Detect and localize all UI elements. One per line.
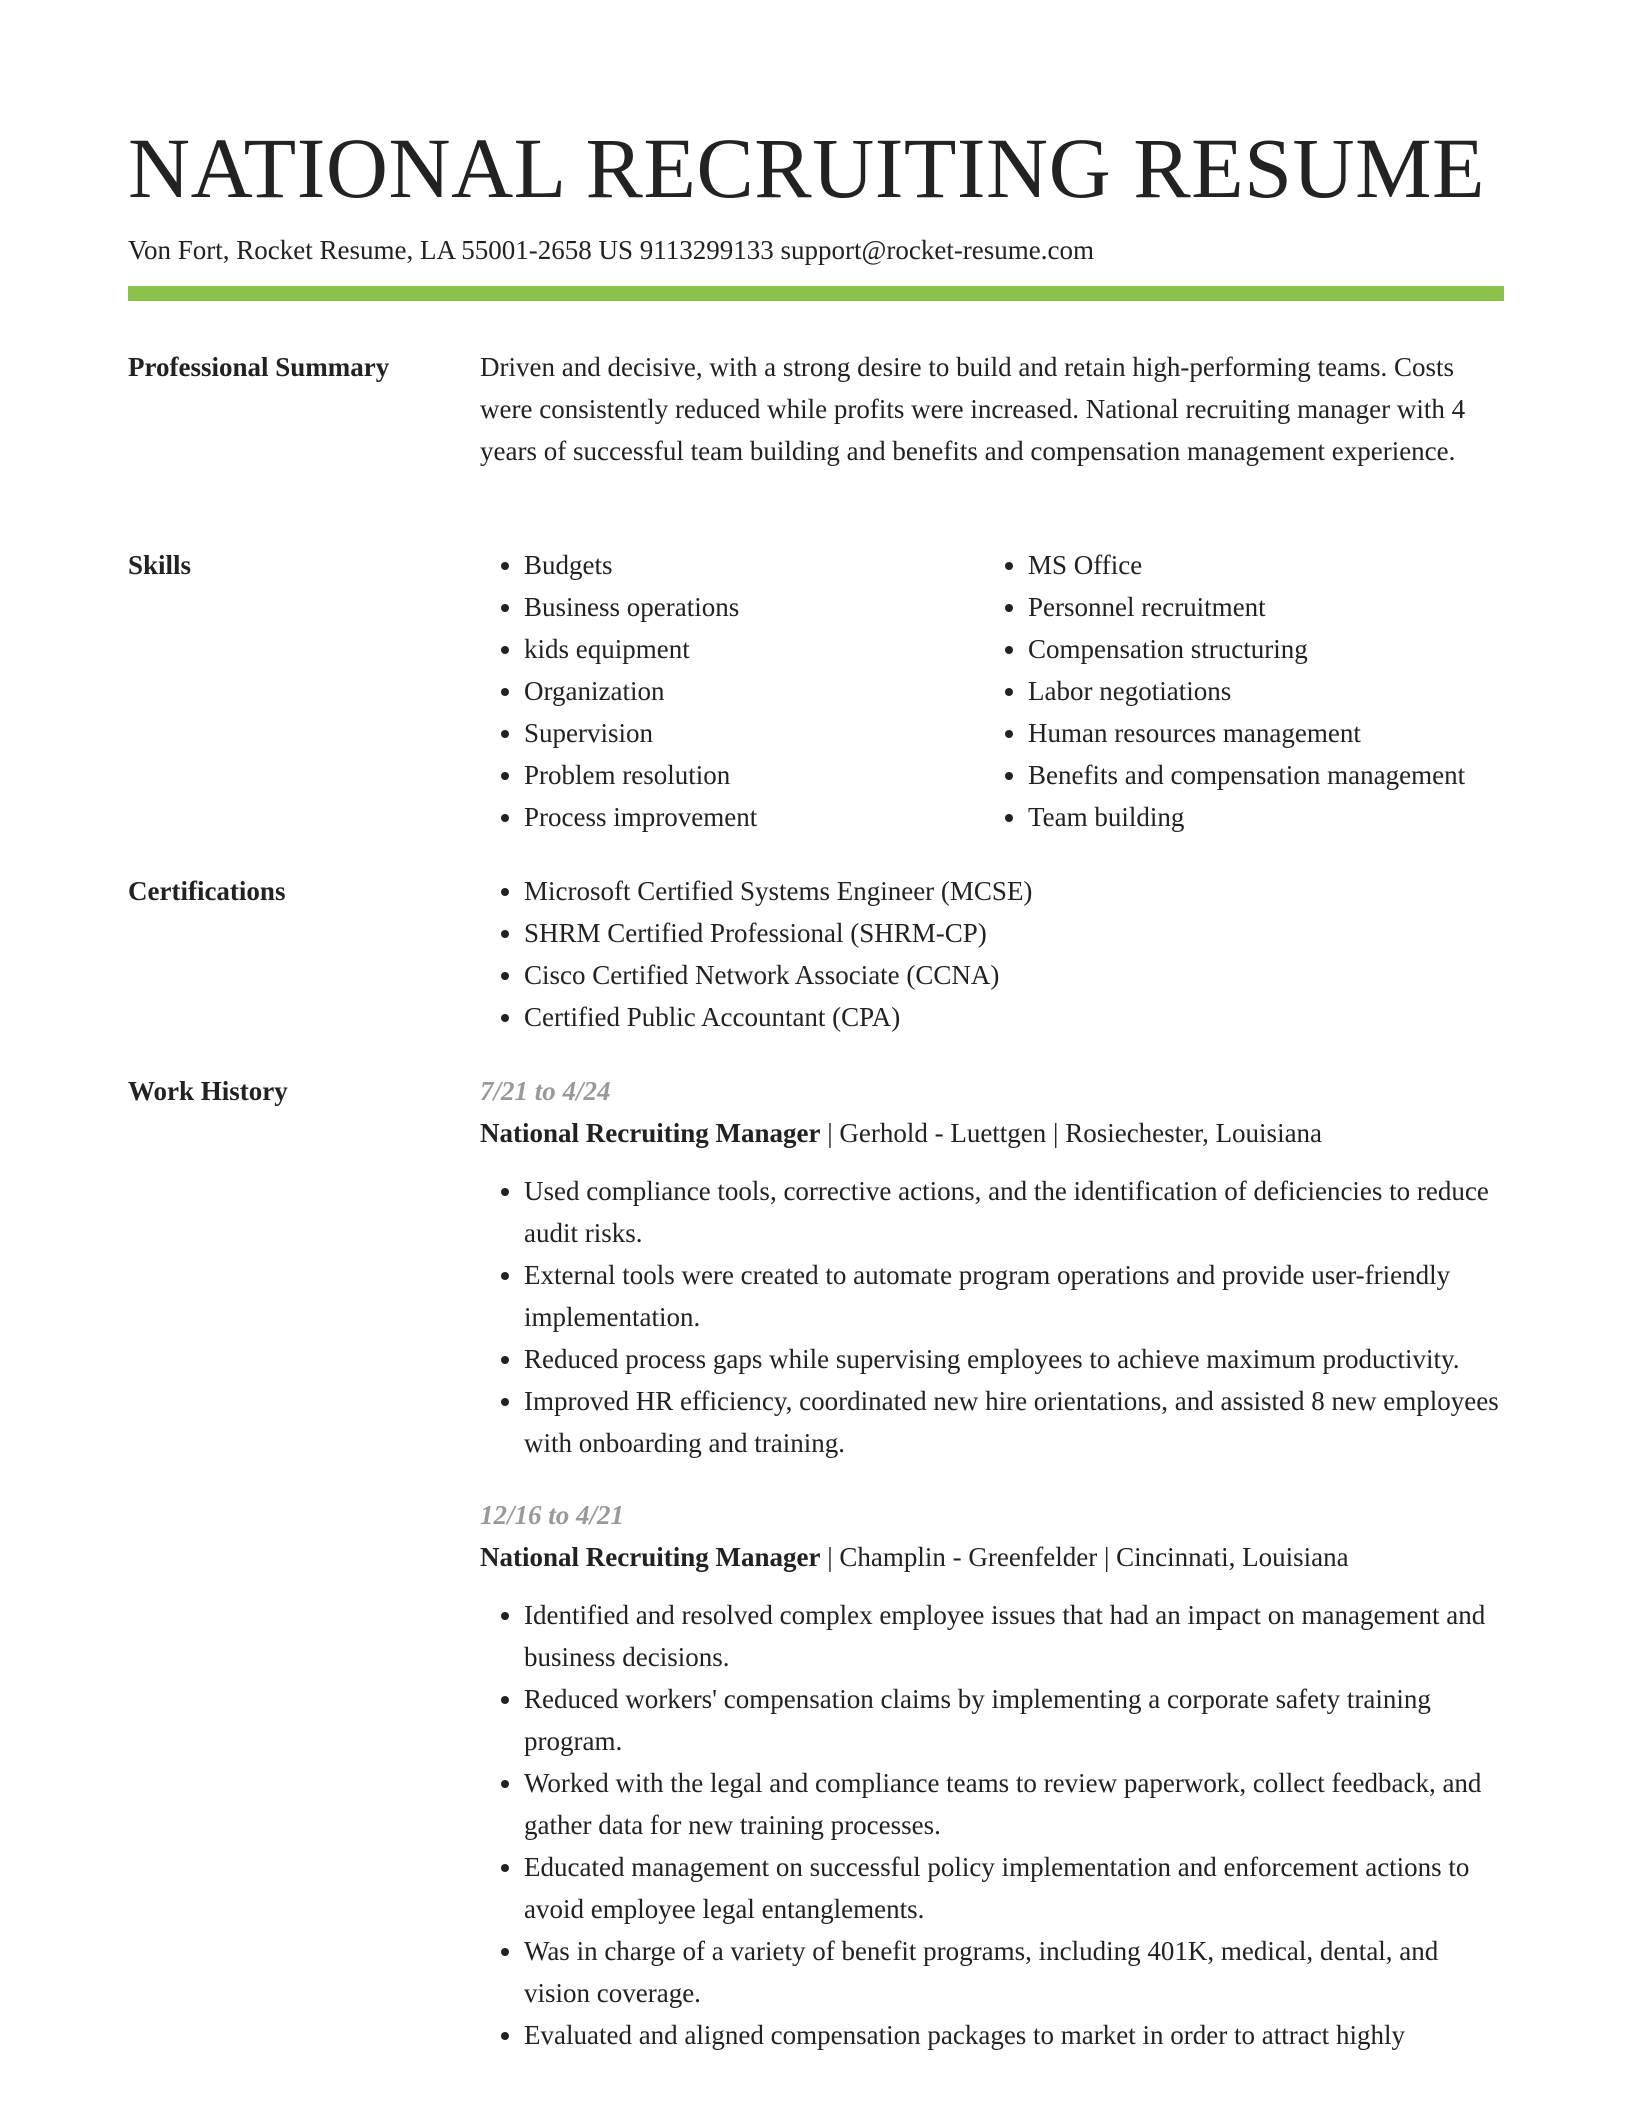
work-history-body [480,1070,1504,2086]
job-header [480,1112,1504,1154]
job-bullet: • Educated management on successful policy implementation and enforcement actions to avoid employee legal entanglements. [524,1846,1504,1930]
job-title: National Recruiting Manager [480,1542,821,1572]
job-bullet: • Improved HR efficiency, coordinated new hire orientations, and assisted 8 new employees with onboarding and training. [524,1380,1504,1464]
job-entry [480,1494,1504,2056]
skill-item: • Human resources management [1028,712,1488,754]
summary-text: Driven and decisive, with a strong desire to build and retain high-performing teams. Costs were consistently reduced while profits were increased. National recruiting manager with 4 years of successful team building and benefits and compensation management experience. [480,352,1466,466]
job-dates: 7/21 to 4/24 [480,1076,611,1106]
job-bullet: • Used compliance tools, corrective actions, and the identification of deficiencies to reduce audit risks. [524,1170,1504,1254]
job-bullets [480,1594,1504,2056]
skill-item: • Team building [1028,796,1488,838]
skill-item: • Benefits and compensation management [1028,754,1488,796]
skills-columns [480,544,1504,838]
skills-body [480,544,1504,838]
certifications-body [480,870,1504,1038]
certifications-heading: Certifications [128,876,286,906]
skills-list-right [984,544,1488,838]
skill-item: • Labor negotiations [1028,670,1488,712]
job-bullet: • Evaluated and aligned compensation packages to market in order to attract highly [524,2014,1504,2056]
job-bullet: • Identified and resolved complex employee issues that had an impact on management and business decisions. [524,1594,1504,1678]
skill-item: • Supervision [524,712,984,754]
job-bullets [480,1170,1504,1464]
contact-line: Von Fort, Rocket Resume, LA 55001-2658 US 9113299133 support@rocket-resume.com [128,235,1095,265]
skill-item: • Process improvement [524,796,984,838]
job-header [480,1536,1504,1578]
job-entry [480,1070,1504,1464]
certification-item: • Cisco Certified Network Associate (CCNA) [524,954,1504,996]
job-bullet: • Was in charge of a variety of benefit programs, including 401K, medical, dental, and vision coverage. [524,1930,1504,2014]
certification-item: • Microsoft Certified Systems Engineer (MCSE) [524,870,1504,912]
skills-heading: Skills [128,550,192,580]
job-details: | Gerhold - Luettgen | Rosiechester, Louisiana [820,1118,1323,1148]
skill-item: • Problem resolution [524,754,984,796]
resume-title: NATIONAL RECRUITING RESUME [128,120,1486,216]
skill-item: • Organization [524,670,984,712]
work-history-heading: Work History [128,1076,288,1106]
job-details: | Champlin - Greenfelder | Cincinnati, Louisiana [820,1542,1349,1572]
summary-heading: Professional Summary [128,352,390,382]
certification-item: • Certified Public Accountant (CPA) [524,996,1504,1038]
skill-item: • Compensation structuring [1028,628,1488,670]
job-bullet: • External tools were created to automate program operations and provide user-friendly implementation. [524,1254,1504,1338]
certifications-list [480,870,1504,1038]
job-bullet: • Worked with the legal and compliance teams to review paperwork, collect feedback, and gather data for new training processes. [524,1762,1504,1846]
job-bullet: • Reduced workers' compensation claims by implementing a corporate safety training program. [524,1678,1504,1762]
certification-item: • SHRM Certified Professional (SHRM-CP) [524,912,1504,954]
skill-item: • Budgets [524,544,984,586]
skills-list-left [480,544,984,838]
skill-item: • Business operations [524,586,984,628]
accent-divider [128,286,1504,301]
skill-item: • Personnel recruitment [1028,586,1488,628]
summary-body [480,346,1504,472]
job-dates: 12/16 to 4/21 [480,1500,625,1530]
job-bullet: • Reduced process gaps while supervising employees to achieve maximum productivity. [524,1338,1504,1380]
skill-item: • kids equipment [524,628,984,670]
job-title: National Recruiting Manager [480,1118,821,1148]
skill-item: • MS Office [1028,544,1488,586]
